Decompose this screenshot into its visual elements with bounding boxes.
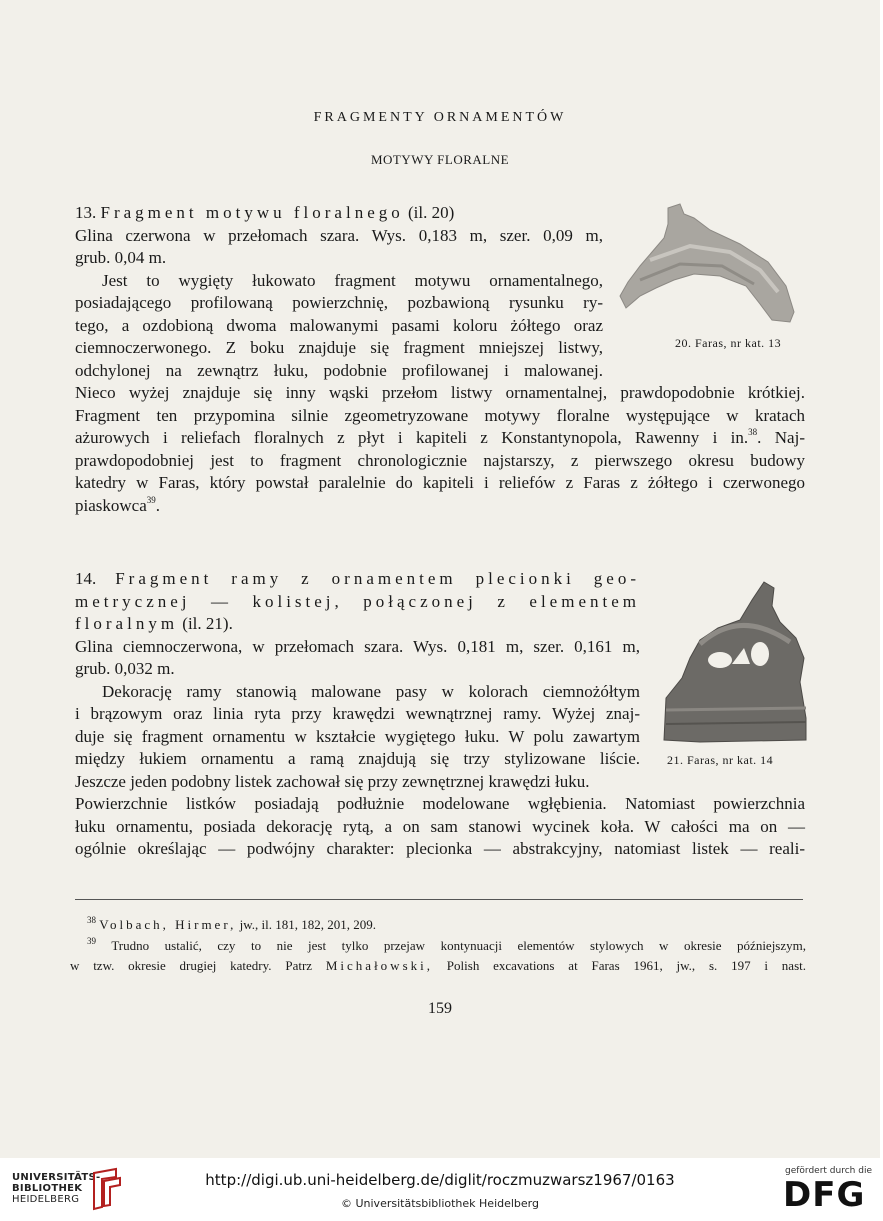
entry-14-title-line: metrycznej — kolistej, połączonej z elementem bbox=[75, 591, 640, 611]
library-emblem-icon bbox=[90, 1167, 124, 1211]
entry-14-narrow-text bbox=[75, 636, 640, 771]
footnote-line: $^{39}$ Trudno ustalić, czy to nie jest tylko przejaw kontynuacji elementów stylowych w okresie późniejszym, bbox=[87, 936, 806, 953]
footnote-line: w tzw. okresie drugiej katedry. Patrz Michałowski, Polish excavations at Faras 1961, jw., s. 197 i nast. bbox=[70, 958, 806, 973]
entry-13-line: katedry w Faras, który powstał paralelnie do kapiteli i reliefów z Faras z żółtego i czerwonego bbox=[75, 473, 805, 492]
page-number: 159 bbox=[428, 1000, 452, 1017]
footnote-39 bbox=[70, 936, 806, 976]
footnote-mark: 38 bbox=[87, 915, 96, 925]
funder-note: gefördert durch die bbox=[785, 1166, 872, 1176]
entry-13-title bbox=[75, 202, 603, 225]
entry-13-title-text: Fragment motywu floralnego bbox=[100, 203, 404, 222]
entry-14-line: Dekorację ramy stanowią malowane pasy w kolorach ciemnożółtym bbox=[102, 681, 640, 701]
entry-13-line: ciemnoczerwonego. Z boku znajduje się fragment mniejszej listwy, bbox=[75, 338, 603, 357]
entry-13-line: ażurowych i reliefach floralnych z płyt i kapiteli z Konstantynopola, Rawenny i in.$^{38}$. Naj- bbox=[75, 427, 805, 447]
entry-13-line: prawdopodobniej jest to fragment chronologicznie najstarszy, z pierwszego okresu budowy bbox=[75, 450, 805, 470]
caption-21: 21. Faras, nr kat. 14 bbox=[667, 753, 774, 767]
entry-14-line: Glina ciemnoczerwona, w przełomach szara. Wys. 0,181 m, szer. 0,161 m, bbox=[75, 636, 640, 656]
illustration-21-frame-fragment bbox=[660, 578, 810, 746]
entry-13-line: Glina czerwona w przełomach szara. Wys. 0,183 m, szer. 0,09 m, bbox=[75, 225, 603, 245]
entry-13-line: piaskowca$^{39}$. bbox=[75, 494, 161, 515]
library-name-line: UNIVERSITÄTS- bbox=[12, 1172, 101, 1183]
entry-14-title-line: floralnym (il. 21). bbox=[75, 614, 233, 633]
entry-14-line: Powierzchnie listków posiadają podłużnie modelowane wgłębienia. Natomiast powierzchnia bbox=[75, 794, 805, 813]
footnote-author: Volbach, Hirmer, bbox=[99, 917, 237, 932]
entry-13-line: grub. 0,04 m. bbox=[75, 248, 167, 267]
entry-14-title-line: 14. Fragment ramy z ornamentem plecionki geo- bbox=[75, 569, 641, 588]
library-logo[interactable] bbox=[12, 1172, 101, 1205]
running-title: FRAGMENTY ORNAMENTÓW bbox=[313, 110, 567, 125]
entry-14-line: ogólnie określając — podwójny charakter: plecionka — abstrakcyjny, natomiast listek — reali- bbox=[75, 839, 805, 858]
entry-14-line: grub. 0,032 m. bbox=[75, 659, 175, 678]
footnote-38 bbox=[75, 915, 803, 935]
entry-14-line: łuku ornamentu, posiada dekorację rytą, a on sam stanowi wycinek koła. W całości ma on — bbox=[75, 816, 805, 836]
caption-20: 20. Faras, nr kat. 13 bbox=[675, 336, 782, 350]
entry-14-line: Jeszcze jeden podobny listek zachował się przy zewnętrznej krawędzi łuku. bbox=[75, 771, 590, 791]
entry-13-narrow-text bbox=[75, 225, 603, 383]
entry-13-line: tego, a ozdobioną dwoma malowanymi pasami koloru żółtego oraz bbox=[75, 315, 603, 335]
footnote-ref-39: 39 bbox=[146, 494, 156, 505]
entry-13-line: Nieco wyżej znajduje się inny wąski przełom listwy ornamentalnej, prawdopodobnie krótkiej. bbox=[75, 383, 805, 402]
entry-13-line: Fragment ten przypomina silnie zgeometryzowane motywy floralne występujące w kratach bbox=[75, 405, 805, 425]
copyright-notice: © Universitätsbibliothek Heidelberg bbox=[340, 1197, 539, 1210]
footnote-ref-38: 38 bbox=[748, 427, 758, 437]
footnote-divider bbox=[75, 899, 803, 900]
footnote-text: jw., il. 181, 182, 201, 209. bbox=[236, 917, 377, 932]
entry-13-number: 13. bbox=[75, 203, 97, 222]
viewer-footer bbox=[0, 1158, 883, 1221]
entry-13-line: odchylonej na zewnątrz łuku, podobnie profilowanej i malowanej. bbox=[75, 360, 603, 380]
entry-14-line: i brązowym oraz linia ryta przy krawędzi wewnątrznej ramy. Wyżej znaj- bbox=[75, 704, 640, 723]
entry-14-line: duje się fragment ornamentu w kształcie wygiętego łuku. W polu zawartym bbox=[75, 726, 640, 746]
dfg-logo[interactable]: DFG bbox=[783, 1175, 866, 1215]
entry-14-full-text bbox=[75, 771, 805, 861]
library-name-line: BIBLIOTHEK bbox=[12, 1183, 83, 1194]
entry-14-line: między łukiem ornamentu a ramą znajdują się trzy stylizowane liście. bbox=[75, 749, 640, 768]
entry-13-figure-ref: (il. 20) bbox=[408, 203, 455, 222]
entry-13-full-text bbox=[75, 382, 805, 517]
entry-13-line: Jest to wygięty łukowato fragment motywu ornamentalnego, bbox=[102, 270, 603, 290]
library-name-line: HEIDELBERG bbox=[12, 1194, 80, 1205]
permalink-url[interactable]: http://digi.ub.uni-heidelberg.de/diglit/roczmuzwarsz1967/0163 bbox=[205, 1171, 675, 1189]
entry-13-line: posiadającego profilowaną powierzchnię, pozbawioną rysunku ry- bbox=[75, 293, 603, 312]
illustration-20-arch-fragment bbox=[610, 200, 800, 330]
section-title: MOTYWY FLORALNE bbox=[370, 152, 510, 167]
entry-14-title bbox=[75, 568, 640, 636]
